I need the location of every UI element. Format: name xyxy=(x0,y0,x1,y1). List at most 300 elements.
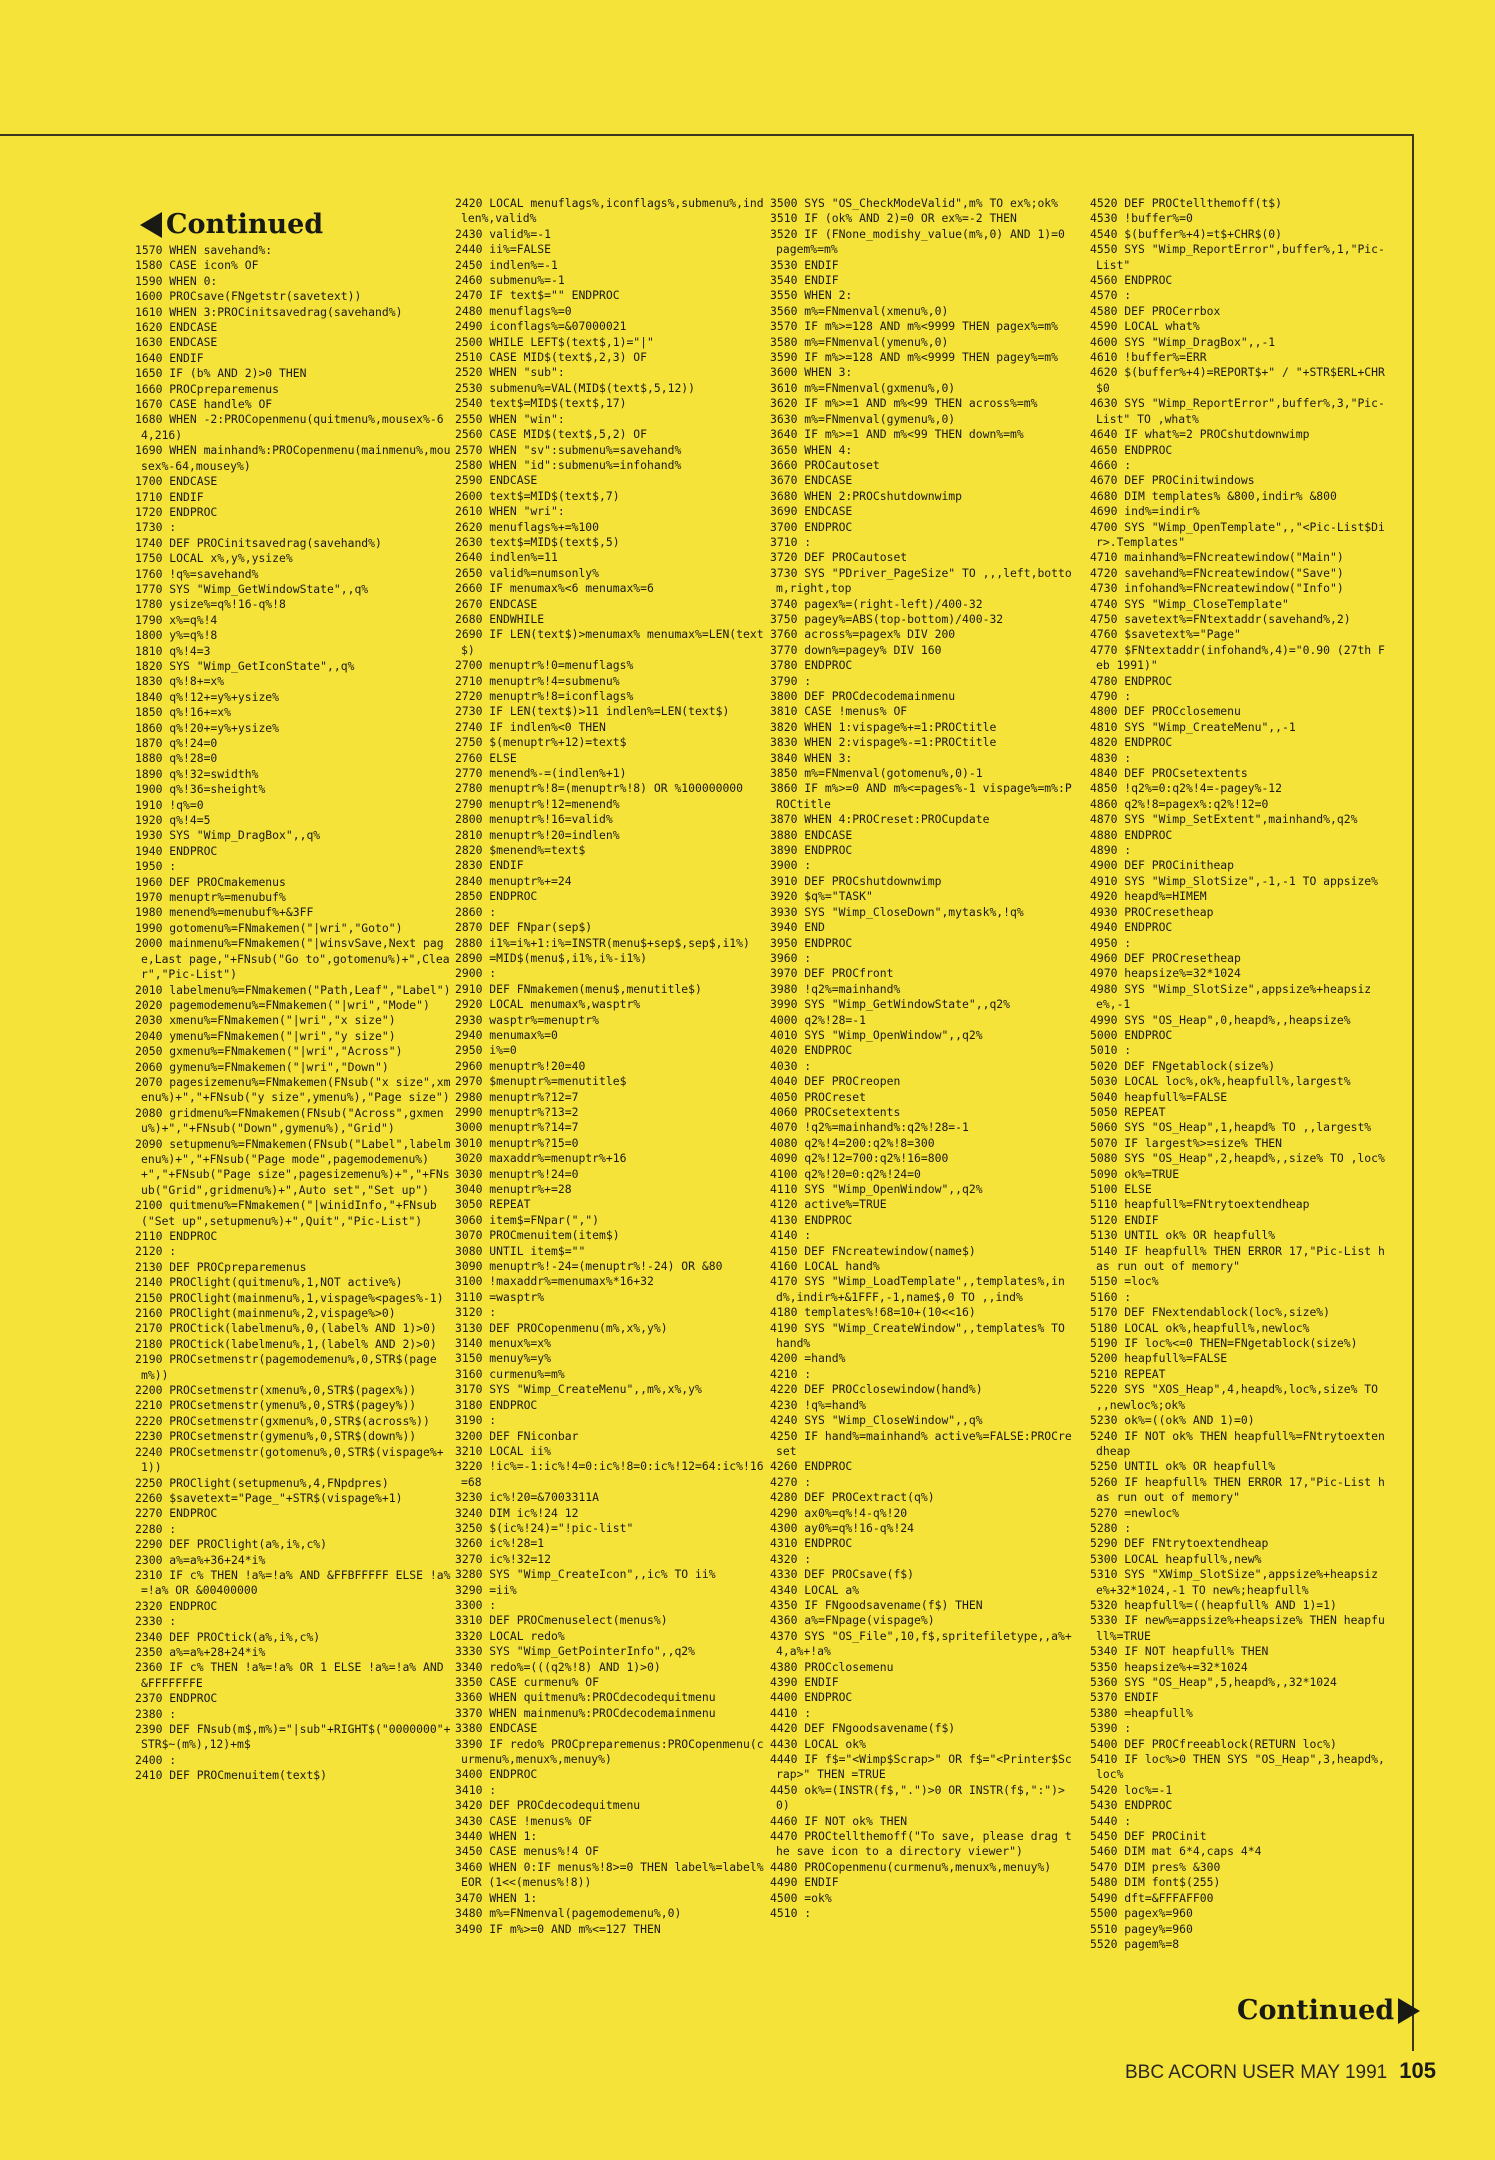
code-line: 3590 IF m%>=128 AND m%<9999 THEN pagey%=m% xyxy=(770,350,1059,365)
code-line: 4560 ENDPROC xyxy=(1090,273,1173,288)
code-line: 2620 menuflags%+=%100 xyxy=(455,519,600,534)
code-line: 4260 ENDPROC xyxy=(770,1459,853,1474)
code-line: 5020 DEF FNgetablock(size%) xyxy=(1090,1058,1276,1073)
code-line: 5420 loc%=-1 xyxy=(1090,1782,1173,1797)
listing-column-4 xyxy=(1090,196,1390,1952)
code-line: 1760 !q%=savehand% xyxy=(135,566,259,581)
arrow-left-icon xyxy=(140,212,162,238)
code-line: 1750 LOCAL x%,y%,ysize% xyxy=(135,551,293,566)
code-line: 5230 ok%=((ok% AND 1)=0) xyxy=(1090,1413,1255,1428)
code-line: 4550 SYS "Wimp_ReportError",buffer%,1,"Pic-List" xyxy=(1090,242,1385,272)
code-line: 2100 quitmenu%=FNmakemen("|winidInfo,"+FNsub("Set up",setupmenu%)+",Quit","Pic-List") xyxy=(135,1198,437,1228)
code-line: 4600 SYS "Wimp_DragBox",,-1 xyxy=(1090,334,1276,349)
continued-from-heading xyxy=(140,209,323,240)
code-line: 1630 ENDCASE xyxy=(135,335,218,350)
code-line: 3320 LOCAL redo% xyxy=(455,1628,565,1643)
code-line: 2050 gxmenu%=FNmakemen("|wri","Across") xyxy=(135,1044,403,1059)
code-line: 3100 !maxaddr%=menumax%*16+32 xyxy=(455,1274,654,1289)
code-line: 2690 IF LEN(text$)>menumax% menumax%=LEN(text$) xyxy=(455,627,764,657)
code-line: 5390 : xyxy=(1090,1721,1132,1736)
code-line: 3560 m%=FNmenval(xmenu%,0) xyxy=(770,303,949,318)
code-line: 4760 $savetext%="Page" xyxy=(1090,627,1241,642)
code-line: 4410 : xyxy=(770,1705,812,1720)
code-line: 4100 q2%!20=0:q2%!24=0 xyxy=(770,1166,921,1181)
code-line: 5100 ELSE xyxy=(1090,1182,1152,1196)
code-line: 4310 ENDPROC xyxy=(770,1536,853,1551)
code-line: 2160 PROClight(mainmenu%,2,vispage%>0) xyxy=(135,1306,396,1321)
code-line: 4750 savetext%=FNtextaddr(savehand%,2) xyxy=(1090,611,1351,626)
code-line: 4700 SYS "Wimp_OpenTemplate",,"<Pic-List$Dir>.Templates" xyxy=(1090,519,1385,549)
code-line: 2540 text$=MID$(text$,17) xyxy=(455,396,627,411)
code-line: 2600 text$=MID$(text$,7) xyxy=(455,488,620,503)
code-line: 4970 heapsize%=32*1024 xyxy=(1090,966,1241,981)
code-line: 2180 PROCtick(labelmenu%,1,(label% AND 2)>0) xyxy=(135,1336,437,1351)
code-line: 2280 : xyxy=(135,1521,177,1536)
code-line: 4620 $(buffer%+4)=REPORT$+" / "+STR$ERL+CHR$0 xyxy=(1090,365,1385,395)
code-line: 1670 CASE handle% OF xyxy=(135,397,273,412)
code-line: 2520 WHEN "sub": xyxy=(455,365,565,380)
code-line: 4320 : xyxy=(770,1551,812,1566)
code-line: 3330 SYS "Wimp_GetPointerInfo",,q2% xyxy=(455,1644,696,1659)
listing-column-3 xyxy=(770,196,1075,1922)
code-line: 4280 DEF PROCextract(q%) xyxy=(770,1490,935,1505)
code-line: 4800 DEF PROCclosemenu xyxy=(1090,704,1241,719)
code-line: 5120 ENDIF xyxy=(1090,1212,1159,1227)
code-line: 3870 WHEN 4:PROCreset:PROCupdate xyxy=(770,812,990,827)
code-line: 3400 ENDPROC xyxy=(455,1767,538,1782)
code-line: 1690 WHEN mainhand%:PROCopenmenu(mainmenu%,mousex%-64,mousey%) xyxy=(135,443,451,473)
code-line: 2650 valid%=numsonly% xyxy=(455,565,600,580)
code-line: 3720 DEF PROCautoset xyxy=(770,550,908,565)
code-line: 4460 IF NOT ok% THEN xyxy=(770,1813,908,1828)
code-line: 2300 a%=a%+36+24*i% xyxy=(135,1552,266,1567)
code-line: 5170 DEF FNextendablock(loc%,size%) xyxy=(1090,1305,1331,1320)
code-line: 4360 a%=FNpage(vispage%) xyxy=(770,1613,935,1628)
code-line: 3740 pagex%=(right-left)/400-32 xyxy=(770,596,983,611)
code-line: 4660 : xyxy=(1090,457,1132,472)
code-line: 3770 down%=pagey% DIV 160 xyxy=(770,642,942,657)
code-line: 5270 =newloc% xyxy=(1090,1505,1180,1520)
code-line: 4180 templates%!68=10+(10<<16) xyxy=(770,1305,976,1320)
code-line: 3510 IF (ok% AND 2)=0 OR ex%=-2 THEN xyxy=(770,211,1017,226)
code-line: 4710 mainhand%=FNcreatewindow("Main") xyxy=(1090,550,1344,565)
code-line: 3210 LOCAL ii% xyxy=(455,1443,552,1458)
code-line: 4520 DEF PROCtellthemoff(t$) xyxy=(1090,196,1283,210)
code-line: 2170 PROCtick(labelmenu%,0,(label% AND 1)>0) xyxy=(135,1321,437,1336)
code-line: 4830 : xyxy=(1090,750,1132,765)
code-line: 3010 menuptr%?15=0 xyxy=(455,1135,579,1150)
code-line: 2230 PROCsetmenstr(gymenu%,0,STR$(down%)) xyxy=(135,1429,417,1444)
code-line: 1840 q%!12+=y%+ysize% xyxy=(135,689,280,704)
code-line: 4580 DEF PROCerrbox xyxy=(1090,303,1221,318)
code-line: 3070 PROCmenuitem(item$) xyxy=(455,1228,620,1243)
code-line: 2040 ymenu%=FNmakemen("|wri","y size") xyxy=(135,1028,396,1043)
code-line: 3790 : xyxy=(770,673,812,688)
code-line: 4330 DEF PROCsave(f$) xyxy=(770,1567,915,1582)
code-line: 5430 ENDPROC xyxy=(1090,1798,1173,1813)
code-line: 2130 DEF PROCpreparemenus xyxy=(135,1259,307,1274)
code-line: 4030 : xyxy=(770,1058,812,1073)
code-line: 4540 $(buffer%+4)=t$+CHR$(0) xyxy=(1090,226,1283,241)
code-line: 4400 ENDPROC xyxy=(770,1690,853,1705)
code-line: 4160 LOCAL hand% xyxy=(770,1259,880,1274)
code-line: 3710 : xyxy=(770,534,812,549)
code-line: 4890 : xyxy=(1090,843,1132,858)
code-line: 4730 infohand%=FNcreatewindow("Info") xyxy=(1090,581,1344,596)
code-line: 4770 $FNtextaddr(infohand%,4)="0.90 (27th Feb 1991)" xyxy=(1090,642,1385,673)
code-line: 4130 ENDPROC xyxy=(770,1212,853,1227)
code-line: 3230 ic%!20=&7003311A xyxy=(455,1490,600,1505)
code-line: 4170 SYS "Wimp_LoadTemplate",,templates%,ind%,indir%+&1FFF,-1,name$,0 TO ,,ind% xyxy=(770,1274,1065,1304)
code-line: 4930 PROCresetheap xyxy=(1090,904,1214,919)
code-line: 3020 maxaddr%=menuptr%+16 xyxy=(455,1151,627,1166)
code-line: 2580 WHEN "id":submenu%=infohand% xyxy=(455,457,682,472)
code-line: 1850 q%!16+=x% xyxy=(135,705,232,720)
code-line: 3580 m%=FNmenval(ymenu%,0) xyxy=(770,334,949,349)
code-line: 3180 ENDPROC xyxy=(455,1397,538,1412)
code-line: 4910 SYS "Wimp_SlotSize",-1,-1 TO appsize% xyxy=(1090,873,1379,888)
code-line: 5000 ENDPROC xyxy=(1090,1027,1173,1042)
code-line: 4590 LOCAL what% xyxy=(1090,319,1200,334)
code-line: 3820 WHEN 1:vispage%+=1:PROCtitle xyxy=(770,719,997,734)
code-line: 2890 =MID$(menu$,i1%,i%-i1%) xyxy=(455,950,648,965)
code-line: 4150 DEF FNcreatewindow(name$) xyxy=(770,1243,976,1258)
code-line: 4430 LOCAL ok% xyxy=(770,1736,867,1751)
code-line: 4680 DIM templates% &800,indir% &800 xyxy=(1090,488,1337,503)
code-line: 2720 menuptr%!8=iconflags% xyxy=(455,689,634,703)
code-line: 4450 ok%=(INSTR(f$,".")>0 OR INSTR(f$,":")>0) xyxy=(770,1782,1065,1813)
code-line: 1710 ENDIF xyxy=(135,489,204,504)
code-line: 2310 IF c% THEN !a%=!a% AND &FFBFFFFF ELSE !a%=!a% OR &00400000 xyxy=(135,1567,451,1598)
code-line: 3670 ENDCASE xyxy=(770,473,853,488)
code-line: 4390 ENDIF xyxy=(770,1675,839,1689)
code-line: 3990 SYS "Wimp_GetWindowState",,q2% xyxy=(770,997,1011,1012)
code-line: 3830 WHEN 2:vispage%-=1:PROCtitle xyxy=(770,735,997,750)
code-line: 5060 SYS "OS_Heap",1,heapd% TO ,,largest% xyxy=(1090,1120,1372,1135)
code-line: 5110 heapfull%=FNtrytoextendheap xyxy=(1090,1197,1310,1212)
code-line: 1740 DEF PROCinitsavedrag(savehand%) xyxy=(135,535,382,550)
code-line: 3920 $q%="TASK" xyxy=(770,889,873,904)
code-line: 2950 i%=0 xyxy=(455,1043,517,1058)
code-line: 2780 menuptr%!8=(menuptr%!8) OR %100000000 xyxy=(455,781,744,796)
code-line: 4370 SYS "OS_File",10,f$,spritefiletype,,a%+4,a%+!a% xyxy=(770,1628,1072,1659)
code-line: 3910 DEF PROCshutdownwimp xyxy=(770,873,942,888)
code-line: 3080 UNTIL item$="" xyxy=(455,1243,586,1258)
code-line: 2990 menuptr%?13=2 xyxy=(455,1104,579,1119)
code-line: 2910 DEF FNmakemen(menu$,menutitle$) xyxy=(455,981,702,996)
code-line: 4720 savehand%=FNcreatewindow("Save") xyxy=(1090,565,1344,580)
page-number: 105 xyxy=(1399,2058,1436,2083)
code-line: 3360 WHEN quitmenu%:PROCdecodequitmenu xyxy=(455,1690,716,1705)
code-line: 5160 : xyxy=(1090,1289,1132,1304)
code-line: 3500 SYS "OS_CheckModeValid",m% TO ex%;ok% xyxy=(770,196,1059,210)
code-line: 5280 : xyxy=(1090,1520,1132,1535)
code-line: 2320 ENDPROC xyxy=(135,1598,218,1613)
code-line: 3290 =ii% xyxy=(455,1582,517,1597)
code-line: 2570 WHEN "sv":submenu%=savehand% xyxy=(455,442,682,457)
code-line: 2630 text$=MID$(text$,5) xyxy=(455,534,620,549)
code-line: 3470 WHEN 1: xyxy=(455,1890,538,1905)
code-line: 5480 DIM font$(255) xyxy=(1090,1875,1221,1890)
code-line: 2640 indlen%=11 xyxy=(455,550,558,565)
code-line: 3410 : xyxy=(455,1782,497,1797)
code-line: 3900 : xyxy=(770,858,812,873)
code-line: 1720 ENDPROC xyxy=(135,504,218,519)
code-line: 4640 IF what%=2 PROCshutdownwimp xyxy=(1090,427,1310,442)
code-line: 3650 WHEN 4: xyxy=(770,442,853,457)
code-line: 4190 SYS "Wimp_CreateWindow",,templates% TO hand% xyxy=(770,1320,1072,1351)
code-line: 1920 q%!4=5 xyxy=(135,813,211,828)
code-line: 2530 submenu%=VAL(MID$(text$,5,12)) xyxy=(455,380,696,395)
code-line: 4780 ENDPROC xyxy=(1090,673,1173,688)
code-line: 3450 CASE menus%!4 OF xyxy=(455,1844,600,1859)
code-line: 4230 !q%=hand% xyxy=(770,1397,867,1412)
code-line: 2820 $menend%=text$ xyxy=(455,843,586,858)
code-line: 3120 : xyxy=(455,1305,497,1320)
code-line: 1890 q%!32=swidth% xyxy=(135,766,259,781)
listing-column-1 xyxy=(135,243,455,1784)
code-line: 4290 ax0%=q%!4-q%!20 xyxy=(770,1505,908,1520)
code-line: 3730 SYS "PDriver_PageSize" TO ,,,left,bottom,right,top xyxy=(770,565,1072,596)
code-line: 2660 IF menumax%<6 menumax%=6 xyxy=(455,581,654,596)
code-line: 2880 i1%=i%+1:i%=INSTR(menu$+sep$,sep$,i1%) xyxy=(455,935,750,950)
code-line: 3630 m%=FNmenval(gymenu%,0) xyxy=(770,411,956,426)
code-line: 4000 q2%!28=-1 xyxy=(770,1012,867,1027)
code-line: 2270 ENDPROC xyxy=(135,1506,218,1521)
code-line: 1660 PROCpreparemenus xyxy=(135,381,280,396)
code-line: 2490 iconflags%=&07000021 xyxy=(455,319,627,334)
code-line: 2470 IF text$="" ENDPROC xyxy=(455,288,620,303)
code-line: 4940 ENDPROC xyxy=(1090,920,1173,935)
code-line: 3280 SYS "Wimp_CreateIcon",,ic% TO ii% xyxy=(455,1567,716,1582)
code-line: 5290 DEF FNtrytoextendheap xyxy=(1090,1536,1269,1551)
code-line: 1910 !q%=0 xyxy=(135,797,204,812)
code-line: 3380 ENDCASE xyxy=(455,1721,538,1736)
code-line: 5490 dft=&FFFAFF00 xyxy=(1090,1890,1214,1905)
code-line: 3960 : xyxy=(770,950,812,965)
code-line: 2080 gridmenu%=FNmakemen(FNsub("Across",gxmenu%)+","+FNsub("Down",gymenu%),"Grid") xyxy=(135,1105,444,1136)
code-line: 1970 menuptr%=menubuf% xyxy=(135,890,286,905)
code-line: 3930 SYS "Wimp_CloseDown",mytask%,!q% xyxy=(770,904,1024,919)
code-line: 4350 IF FNgoodsavename(f$) THEN xyxy=(770,1597,983,1612)
code-line: 3420 DEF PROCdecodequitmenu xyxy=(455,1798,641,1813)
code-line: 2030 xmenu%=FNmakemen("|wri","x size") xyxy=(135,1013,396,1028)
code-line: 5320 heapfull%=((heapfull% AND 1)=1) xyxy=(1090,1597,1337,1612)
code-line: 3540 ENDIF xyxy=(770,273,839,288)
code-line: 2850 ENDPROC xyxy=(455,889,538,904)
code-line: 3850 m%=FNmenval(gotomenu%,0)-1 xyxy=(770,766,983,781)
code-line: 5260 IF heapfull% THEN ERROR 17,"Pic-List has run out of memory" xyxy=(1090,1474,1385,1505)
code-line: 4200 =hand% xyxy=(770,1351,846,1366)
continued-label: Continued xyxy=(166,209,324,240)
code-line: 2860 : xyxy=(455,904,497,919)
code-line: 2790 menuptr%!12=menend% xyxy=(455,796,620,811)
code-line: 3570 IF m%>=128 AND m%<9999 THEN pagex%=m% xyxy=(770,319,1059,334)
code-line: 3110 =wasptr% xyxy=(455,1289,545,1304)
code-line: 4020 ENDPROC xyxy=(770,1043,853,1058)
code-line: 4670 DEF PROCinitwindows xyxy=(1090,473,1255,488)
code-line: 2740 IF indlen%<0 THEN xyxy=(455,719,606,734)
code-line: 2010 labelmenu%=FNmakemen("Path,Leaf","Label") xyxy=(135,982,451,997)
code-line: 2500 WHILE LEFT$(text$,1)="|" xyxy=(455,334,654,349)
code-line: 2930 wasptr%=menuptr% xyxy=(455,1012,600,1027)
code-line: 4990 SYS "OS_Heap",0,heapd%,,heapsize% xyxy=(1090,1012,1351,1027)
code-line: 4420 DEF FNgoodsavename(f$) xyxy=(770,1721,956,1736)
code-line: 2060 gymenu%=FNmakemen("|wri","Down") xyxy=(135,1059,389,1074)
code-line: 4060 PROCsetextents xyxy=(770,1104,901,1119)
code-line: 2220 PROCsetmenstr(gxmenu%,0,STR$(across%)) xyxy=(135,1413,430,1428)
code-line: 3480 m%=FNmenval(pagemodemenu%,0) xyxy=(455,1906,682,1921)
code-line: 3150 menuy%=y% xyxy=(455,1351,552,1366)
arrow-right-icon xyxy=(1398,1998,1420,2024)
code-line: 2460 submenu%=-1 xyxy=(455,273,565,288)
code-line: 3040 menuptr%+=28 xyxy=(455,1182,572,1196)
code-line: 4900 DEF PROCinitheap xyxy=(1090,858,1235,873)
code-line: 2150 PROClight(mainmenu%,1,vispage%<pages%-1) xyxy=(135,1290,444,1305)
code-line: 3760 across%=pagex% DIV 200 xyxy=(770,627,956,642)
code-line: 4050 PROCreset xyxy=(770,1089,867,1104)
code-line: 2370 ENDPROC xyxy=(135,1691,218,1706)
code-line: 4340 LOCAL a% xyxy=(770,1582,860,1597)
code-line: 1830 q%!8+=x% xyxy=(135,674,225,689)
code-line: 3390 IF redo% PROCpreparemenus:PROCopenmenu(curmenu%,menux%,menuy%) xyxy=(455,1736,764,1767)
code-line: 3690 ENDCASE xyxy=(770,504,853,519)
code-line: 3200 DEF FNiconbar xyxy=(455,1428,579,1443)
code-line: 1980 menend%=menubuf%+&3FF xyxy=(135,905,314,920)
code-line: 2110 ENDPROC xyxy=(135,1229,218,1243)
code-line: 4790 : xyxy=(1090,689,1132,703)
code-line: 3700 ENDPROC xyxy=(770,519,853,534)
code-line: 3880 ENDCASE xyxy=(770,827,853,842)
code-line: 1940 ENDPROC xyxy=(135,843,218,858)
code-line: 5450 DEF PROCinit xyxy=(1090,1829,1207,1844)
code-line: 1900 q%!36=sheight% xyxy=(135,782,266,797)
code-line: 3610 m%=FNmenval(gxmenu%,0) xyxy=(770,380,956,395)
code-line: 5240 IF NOT ok% THEN heapfull%=FNtrytoextendheap xyxy=(1090,1428,1385,1458)
code-line: 3440 WHEN 1: xyxy=(455,1829,538,1844)
code-line: 1800 y%=q%!8 xyxy=(135,628,218,643)
code-line: 4570 : xyxy=(1090,288,1132,303)
code-line: 2670 ENDCASE xyxy=(455,596,538,611)
code-line: 2900 : xyxy=(455,966,497,981)
code-line: 5010 : xyxy=(1090,1043,1132,1058)
code-line: 4250 IF hand%=mainhand% active%=FALSE:PROCreset xyxy=(770,1428,1072,1458)
code-line: 1880 q%!28=0 xyxy=(135,751,218,766)
code-line: 5440 : xyxy=(1090,1813,1132,1828)
code-line: 2330 : xyxy=(135,1614,177,1629)
code-line: 4810 SYS "Wimp_CreateMenu",,-1 xyxy=(1090,719,1296,734)
code-line: 5250 UNTIL ok% OR heapfull% xyxy=(1090,1459,1276,1474)
code-line: 4300 ay0%=q%!16-q%!24 xyxy=(770,1520,915,1535)
code-line: 2940 menumax%=0 xyxy=(455,1027,558,1042)
code-line: 4440 IF f$="<Wimp$Scrap>" OR f$="<Printer$Scrap>" THEN =TRUE xyxy=(770,1752,1072,1782)
code-line: 3430 CASE !menus% OF xyxy=(455,1813,593,1828)
code-line: 5370 ENDIF xyxy=(1090,1690,1159,1705)
code-line: 4950 : xyxy=(1090,935,1132,950)
code-line: 1600 PROCsave(FNgetstr(savetext)) xyxy=(135,289,362,304)
code-line: 5140 IF heapfull% THEN ERROR 17,"Pic-List has run out of memory" xyxy=(1090,1243,1385,1274)
code-line: 3270 ic%!32=12 xyxy=(455,1551,552,1566)
code-line: 2350 a%=a%+28+24*i% xyxy=(135,1644,266,1659)
code-line: 2200 PROCsetmenstr(xmenu%,0,STR$(pagex%)) xyxy=(135,1383,417,1398)
code-line: 1950 : xyxy=(135,859,177,874)
code-line: 1870 q%!24=0 xyxy=(135,736,218,750)
code-line: 4080 q2%!4=200:q2%!8=300 xyxy=(770,1135,935,1150)
code-line: 3160 curmenu%=m% xyxy=(455,1366,565,1381)
code-line: 1820 SYS "Wimp_GetIconState",,q% xyxy=(135,658,355,673)
code-line: 5400 DEF PROCfreeablock(RETURN loc%) xyxy=(1090,1736,1337,1751)
code-line: 1960 DEF PROCmakemenus xyxy=(135,874,286,889)
code-line: 3370 WHEN mainmenu%:PROCdecodemainmenu xyxy=(455,1705,716,1720)
code-line: 3310 DEF PROCmenuselect(menus%) xyxy=(455,1613,668,1628)
code-line: 3170 SYS "Wimp_CreateMenu",,m%,x%,y% xyxy=(455,1382,702,1397)
code-line: 5180 LOCAL ok%,heapfull%,newloc% xyxy=(1090,1320,1310,1335)
code-line: 1990 gotomenu%=FNmakemen("|wri","Goto") xyxy=(135,920,403,935)
code-line: 4850 !q2%=0:q2%!4=-pagey%-12 xyxy=(1090,781,1283,796)
code-line: 4840 DEF PROCsetextents xyxy=(1090,766,1248,781)
code-line: 3340 redo%=(((q2%!8) AND 1)>0) xyxy=(455,1659,661,1674)
code-line: 2090 setupmenu%=FNmakemen(FNsub("Label",labelmenu%)+","+FNsub("Page mode",pagemodemenu%)+","+FNsub("Page size",pagesizemenu%)+","+FNsub("Grid",gridmenu%)+",Auto set","Set up") xyxy=(135,1136,451,1197)
code-line: 3190 : xyxy=(455,1413,497,1428)
code-line: 1610 WHEN 3:PROCinitsavedrag(savehand%) xyxy=(135,304,403,319)
continued-label: Continued xyxy=(1237,1995,1395,2026)
code-line: 4270 : xyxy=(770,1474,812,1489)
code-line: 4630 SYS "Wimp_ReportError",buffer%,3,"Pic-List" TO ,what% xyxy=(1090,396,1385,426)
code-line: 2810 menuptr%!20=indlen% xyxy=(455,827,620,842)
code-line: 4470 PROCtellthemoff("To save, please drag the save icon to a directory viewer") xyxy=(770,1829,1072,1859)
code-line: 4860 q2%!8=pagex%:q2%!12=0 xyxy=(1090,796,1269,811)
code-line: 5150 =loc% xyxy=(1090,1274,1159,1289)
code-line: 2550 WHEN "win": xyxy=(455,411,565,426)
code-line: 5080 SYS "OS_Heap",2,heapd%,,size% TO ,loc% xyxy=(1090,1151,1385,1166)
code-line: 1730 : xyxy=(135,520,177,535)
code-line: 4090 q2%!12=700:q2%!16=800 xyxy=(770,1151,949,1166)
publication-line: BBC ACORN USER MAY 1991 xyxy=(1125,2062,1388,2083)
code-line: 2970 $menuptr%=menutitle$ xyxy=(455,1074,627,1089)
code-line: 4490 ENDIF xyxy=(770,1875,839,1890)
code-line: 3890 ENDPROC xyxy=(770,843,853,858)
code-line: 4530 !buffer%=0 xyxy=(1090,211,1193,226)
code-line: 2210 PROCsetmenstr(ymenu%,0,STR$(pagey%)) xyxy=(135,1398,417,1413)
code-line: 2750 $(menuptr%+12)=text$ xyxy=(455,735,627,750)
code-line: 2380 : xyxy=(135,1706,177,1721)
code-line: 3130 DEF PROCopenmenu(m%,x%,y%) xyxy=(455,1320,668,1335)
code-line: 3240 DIM ic%!24 12 xyxy=(455,1505,579,1520)
code-line: 5130 UNTIL ok% OR heapfull% xyxy=(1090,1228,1276,1243)
code-line: 5200 heapfull%=FALSE xyxy=(1090,1351,1228,1366)
code-line: 2240 PROCsetmenstr(gotomenu%,0,STR$(vispage%+1)) xyxy=(135,1444,444,1475)
code-line: 2190 PROCsetmenstr(pagemodemenu%,0,STR$(pagem%)) xyxy=(135,1352,437,1382)
code-line: 4510 : xyxy=(770,1906,812,1921)
code-line: 3140 menux%=x% xyxy=(455,1336,552,1351)
code-line: 3780 ENDPROC xyxy=(770,658,853,673)
code-line: 2870 DEF FNpar(sep$) xyxy=(455,920,593,935)
code-line: 4880 ENDPROC xyxy=(1090,827,1173,842)
code-line: 3750 pagey%=ABS(top-bottom)/400-32 xyxy=(770,611,1004,626)
code-line: 2830 ENDIF xyxy=(455,858,524,873)
code-line: 4480 PROCopenmenu(curmenu%,menux%,menuy%) xyxy=(770,1859,1052,1874)
code-line: 5190 IF loc%<=0 THEN=FNgetablock(size%) xyxy=(1090,1336,1358,1351)
code-line: 2960 menuptr%!20=40 xyxy=(455,1058,586,1073)
code-line: 4070 !q2%=mainhand%:q2%!28=-1 xyxy=(770,1120,969,1135)
code-line: 3030 menuptr%!24=0 xyxy=(455,1166,579,1181)
code-line: 3460 WHEN 0:IF menus%!8>=0 THEN label%=label% EOR (1<<(menus%!8)) xyxy=(455,1859,771,1890)
code-line: 2920 LOCAL menumax%,wasptr% xyxy=(455,997,641,1012)
code-line: 3530 ENDIF xyxy=(770,257,839,272)
code-line: 4960 DEF PROCresetheap xyxy=(1090,950,1241,965)
code-line: 3250 $(ic%!24)="!pic-list" xyxy=(455,1520,634,1535)
code-line: 2770 menend%-=(indlen%+1) xyxy=(455,766,627,781)
